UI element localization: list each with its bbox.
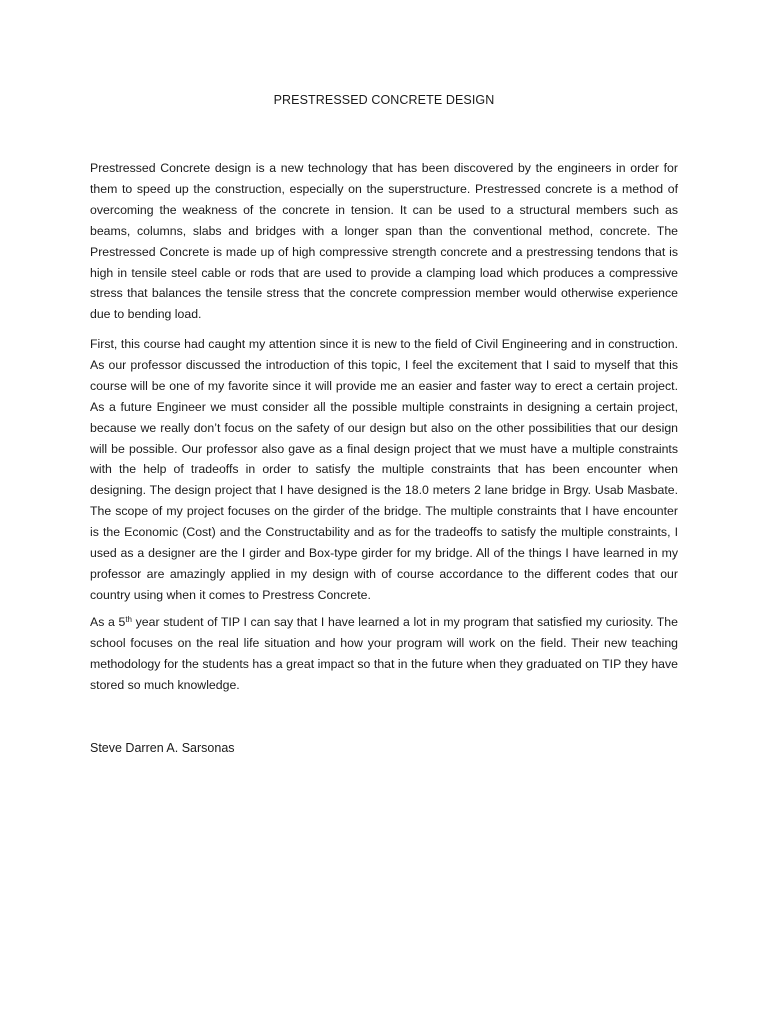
- author-signature: Steve Darren A. Sarsonas: [90, 741, 235, 755]
- paragraph-student-reflection: [90, 612, 678, 696]
- paragraph-student-reflection-start: As a 5: [90, 615, 126, 629]
- paragraph-intro: Prestressed Concrete design is a new technology that has been discovered by the engineers in order for them to speed up the construction, especially on the superstructure. Prestressed concrete is a method of overcoming the weakness of the concrete in tension. It can be used to a structural members such as beams, columns, slabs and bridges with a longer span than the conventional method, concrete. The Prestressed Concrete is made up of high compressive strength concrete and a prestressing tendons that is high in tensile steel cable or rods that are used to provide a clamping load which produces a compressive stress that balances the tensile stress that the concrete compression member would otherwise experience due to bending load.: [90, 161, 678, 322]
- paragraph-course-experience: First, this course had caught my attention since it is new to the field of Civil Engineering and in construction. As our professor discussed the introduction of this topic, I feel the excitement that I said to myself that this course will be one of my favorite since it will provide me an easier and faster way to erect a certain project. As a future Engineer we must consider all the possible multiple constraints in designing a certain project, because we really don’t focus on the safety of our design but also on the other possibilities that our design will be possible. Our professor also gave as a final design project that we must have a multiple constraints with the help of tradeoffs in order to satisfy the multiple constraints that has been encounter when designing. The design project that I have designed is the 18.0 meters 2 lane bridge in Brgy. Usab Masbate. The scope of my project focuses on the girder of the bridge. The multiple constraints that I have encounter is the Economic (Cost) and the Constructability and as for the tradeoffs to satisfy the multiple constraints, I used as a designer are the I girder and Box-type girder for my bridge. All of the things I have learned in my professor are amazingly applied in my design with of course accordance to the different codes that our country using when it comes to Prestress Concrete.: [90, 337, 678, 602]
- paragraph-student-reflection-rest: year student of TIP I can say that I have learned a lot in my program that satisfied my curiosity. The school focuses on the real life situation and how your program will work on the field. Their new teaching methodology for the students has a great impact so that in the future when they graduated on TIP they have stored so much knowledge.: [90, 615, 678, 692]
- document-title: PRESTRESSED CONCRETE DESIGN: [273, 93, 495, 107]
- ordinal-suffix: th: [125, 615, 132, 624]
